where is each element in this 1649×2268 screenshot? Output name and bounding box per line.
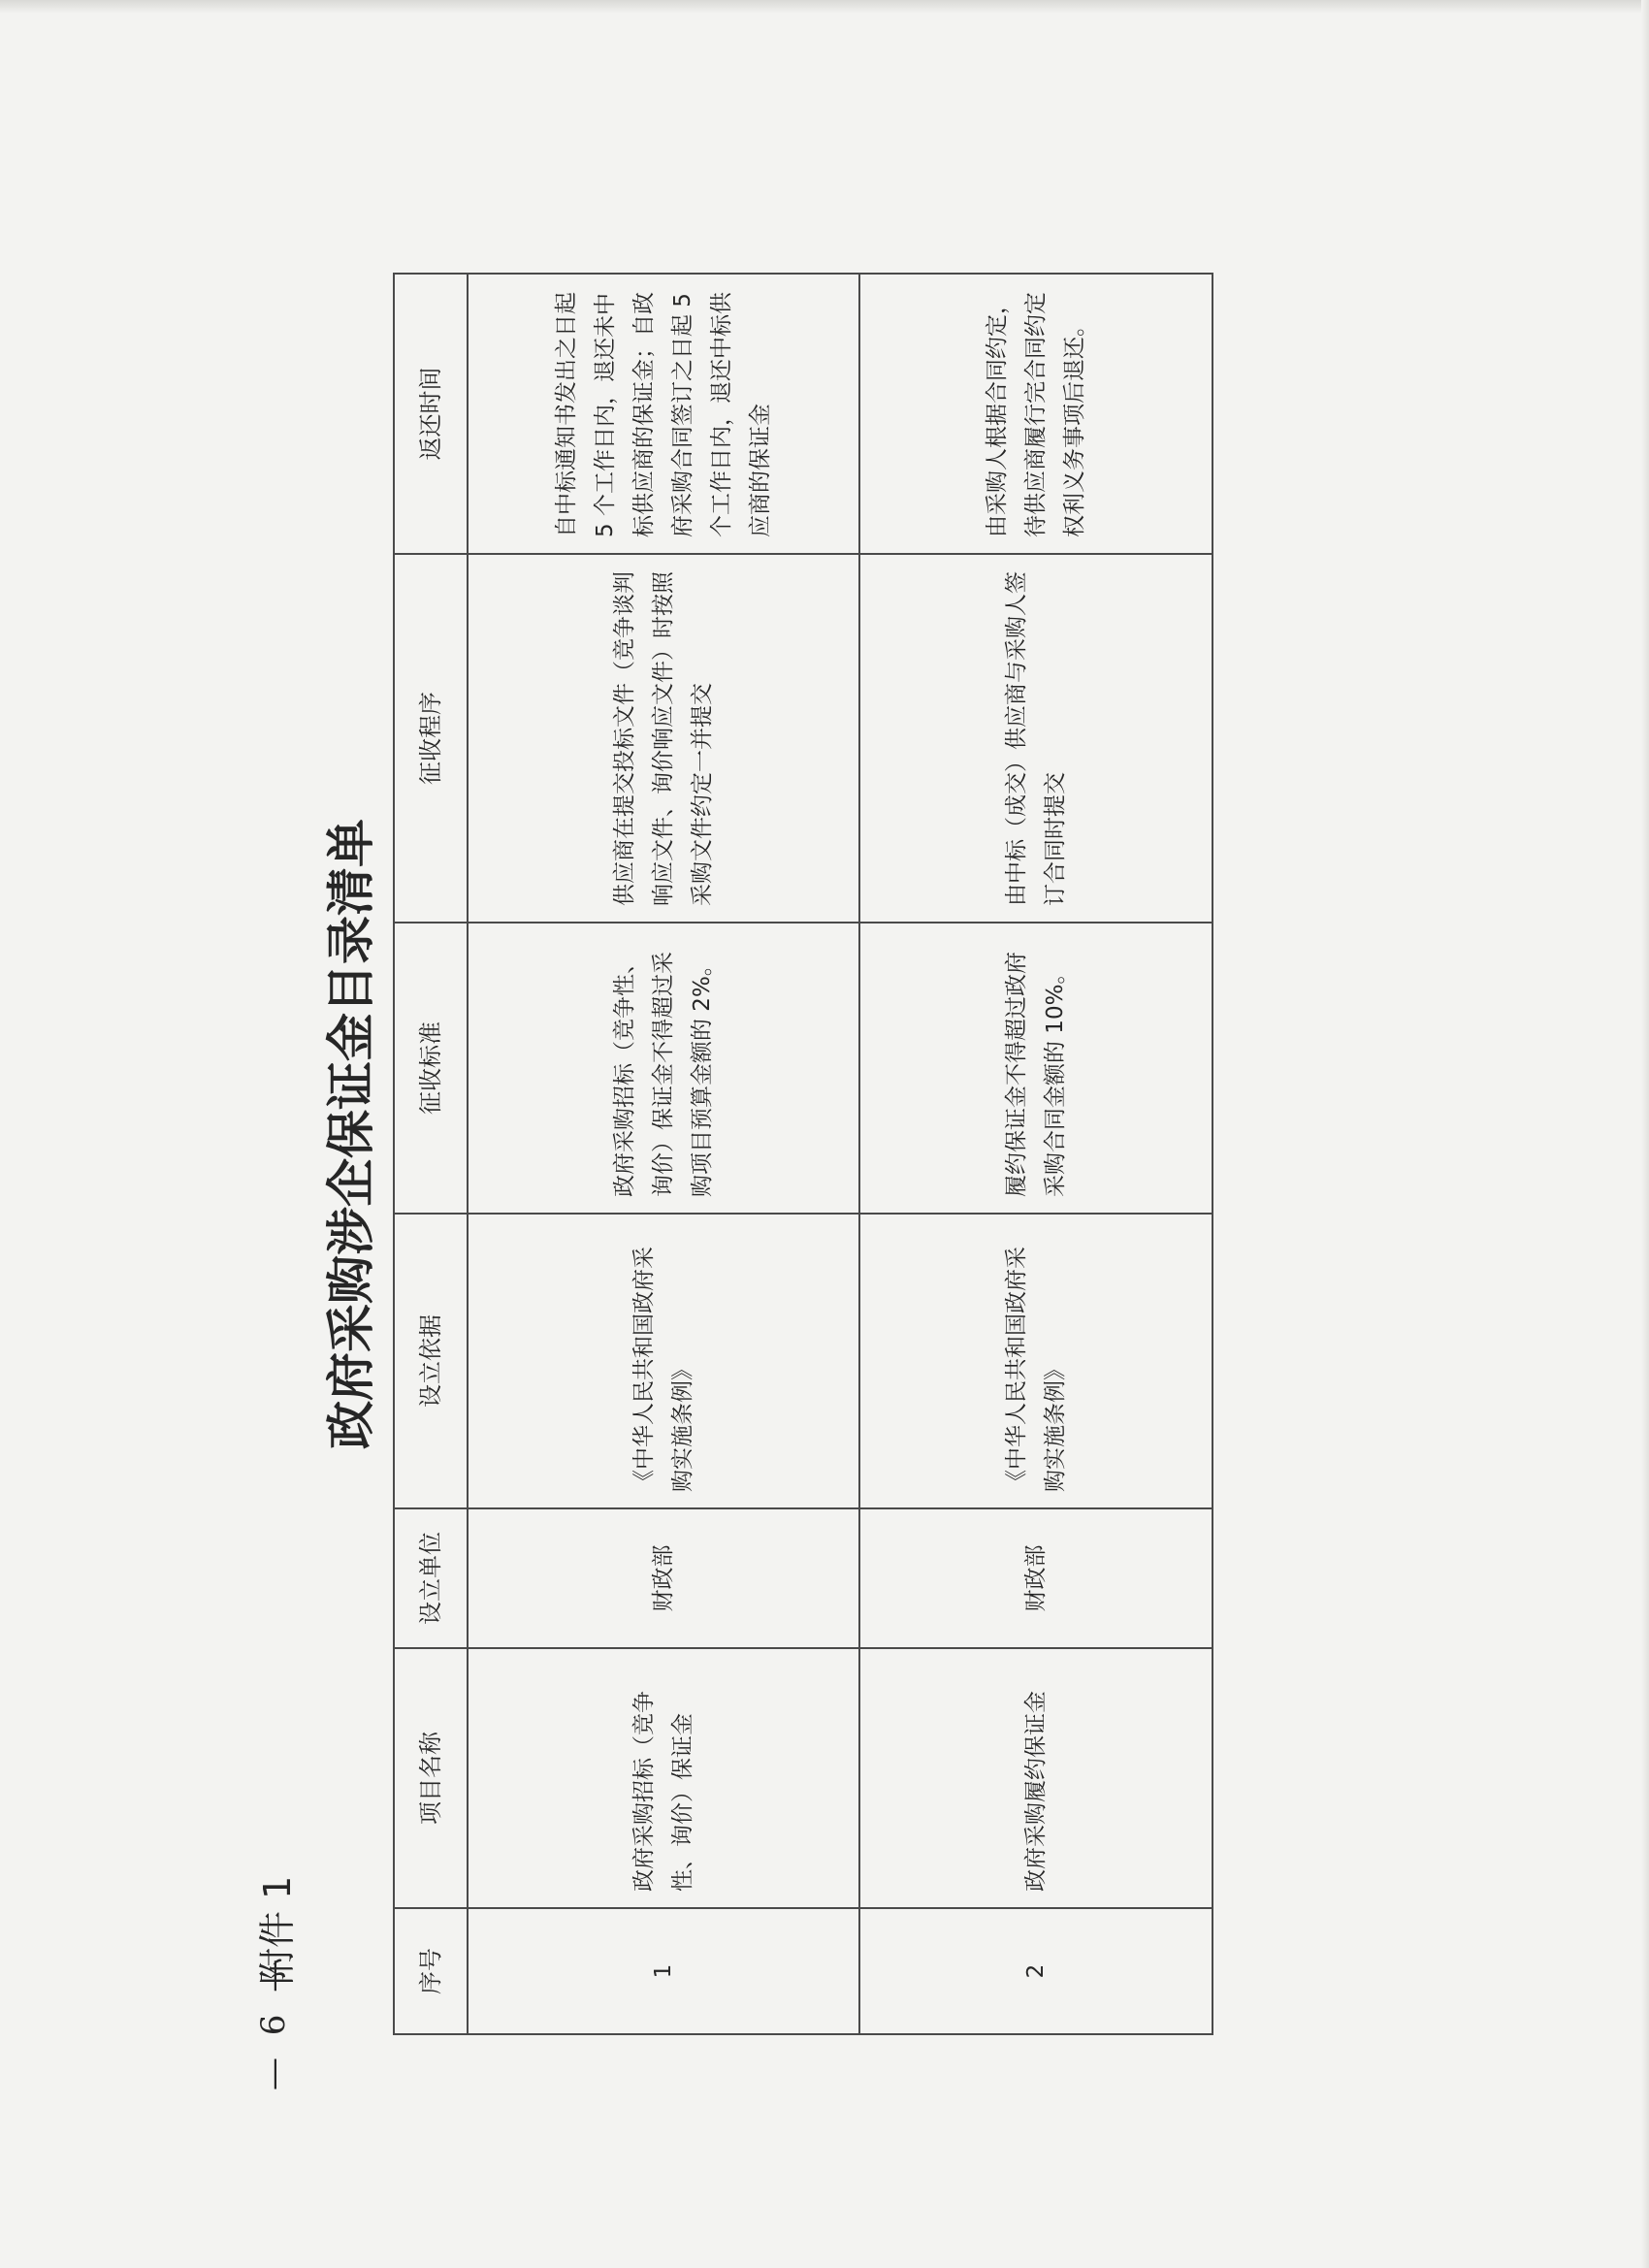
cell-name: 政府采购履约保证金: [859, 1648, 1212, 1908]
column-header-procedure: 征收程序: [394, 554, 468, 923]
attachment-label: 附件 1: [256, 1875, 299, 1985]
cell-procedure: 供应商在提交投标文件（竞争谈判响应文件、询价响应文件）时按照采购文件约定一并提交: [468, 554, 859, 923]
cell-return-time: 自中标通知书发出之日起 5 个工作日内，退还未中标供应商的保证金；自政府采购合同签订之日起 5 个工作日内，退还中标供应商的保证金: [468, 274, 859, 554]
cell-basis: 《中华人民共和国政府采购实施条例》: [859, 1214, 1212, 1508]
cell-procedure: 由中标（成交）供应商与采购人签订合同时提交: [859, 554, 1212, 923]
column-header-unit: 设立单位: [394, 1508, 468, 1648]
table-row: [859, 274, 1212, 2034]
table-header-row: [394, 274, 468, 2034]
cell-basis: 《中华人民共和国政府采购实施条例》: [468, 1214, 859, 1508]
cell-return-time: 由采购人根据合同约定，待供应商履行完合同约定权利义务事项后退还。: [859, 274, 1212, 554]
cell-no: 2: [859, 1908, 1212, 2034]
column-header-no: 序号: [394, 1908, 468, 2034]
table-row: [468, 274, 859, 2034]
deposit-catalog-table: [393, 273, 1213, 2035]
column-header-name: 项目名称: [394, 1648, 468, 1908]
document-title: 政府采购涉企保证金目录清单: [322, 819, 379, 1449]
page-number: — 6 —: [254, 1953, 293, 2090]
cell-no: 1: [468, 1908, 859, 2034]
column-header-standard: 征收标准: [394, 923, 468, 1214]
cell-standard: 政府采购招标（竞争性、询价）保证金不得超过采购项目预算金额的 2%。: [468, 923, 859, 1214]
cell-unit: 财政部: [859, 1508, 1212, 1648]
cell-unit: 财政部: [468, 1508, 859, 1648]
cell-name: 政府采购招标（竞争性、询价）保证金: [468, 1648, 859, 1908]
column-header-return-time: 返还时间: [394, 274, 468, 554]
cell-standard: 履约保证金不得超过政府采购合同金额的 10%。: [859, 923, 1212, 1214]
column-header-basis: 设立依据: [394, 1214, 468, 1508]
